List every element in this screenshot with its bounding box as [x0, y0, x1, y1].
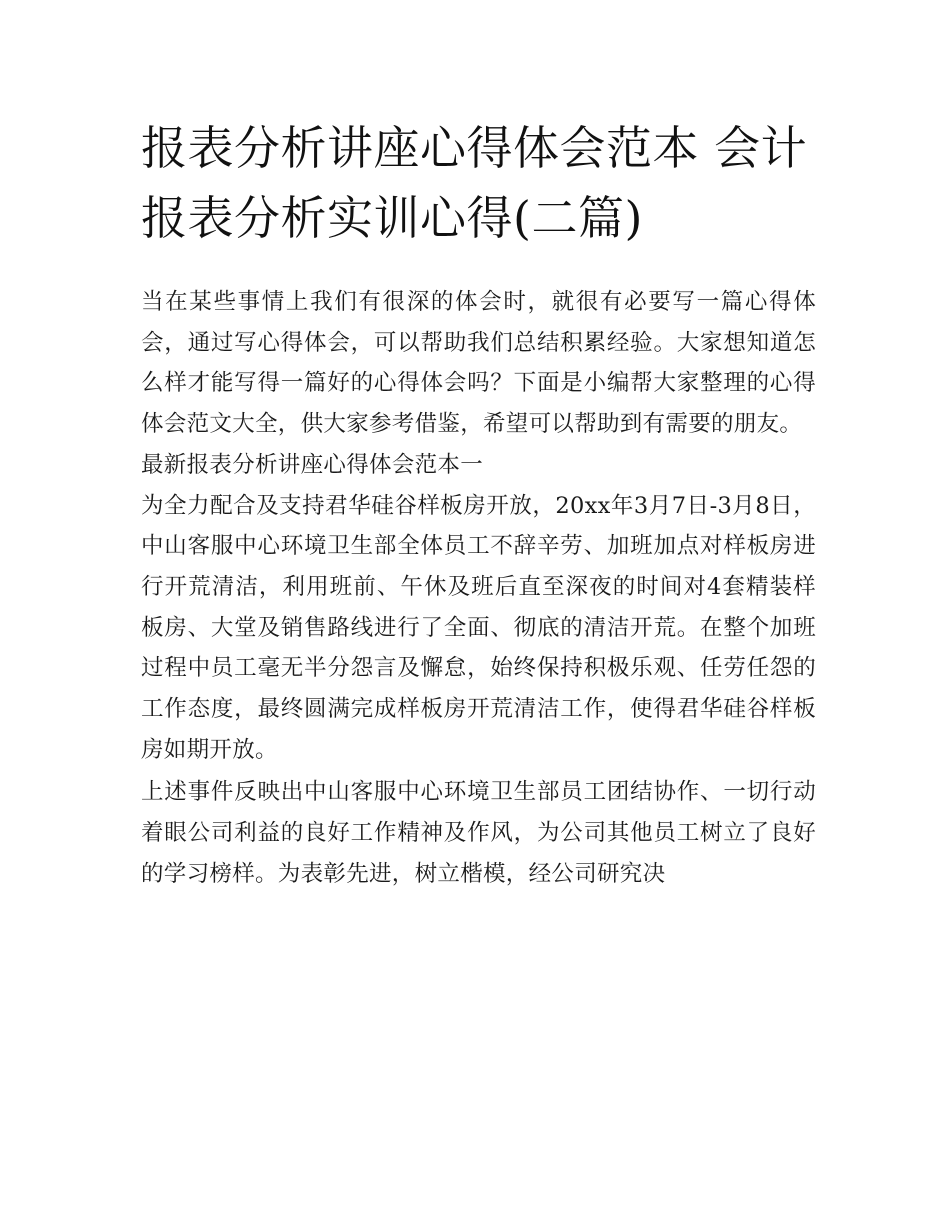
body-paragraph-1: 为全力配合及支持君华硅谷样板房开放，20xx年3月7日-3月8日，中山客服中心环境卫生部全体员工不辞辛劳、加班加点对样板房进行开荒清洁，利用班前、午休及班后直至深夜的时间对4套精装样板房、大堂及销售路线进行了全面、彻底的清洁开荒。在整个加班过程中员工毫无半分怨言及懈怠，始终保持积极乐观、任劳任怨的工作态度，最终圆满完成样板房开荒清洁工作，使得君华硅谷样板房如期开放。 — [141, 492, 816, 763]
section-heading: 最新报表分析讲座心得体会范本一 — [141, 451, 484, 478]
document-title: 报表分析讲座心得体会范本 会计报表分析实训心得(二篇) — [141, 121, 808, 245]
body-paragraph-2: 上述事件反映出中山客服中心环境卫生部员工团结协作、一切行动着眼公司利益的良好工作精神及作风，为公司其他员工树立了良好的学习榜样。为表彰先进，树立楷模，经公司研究决 — [141, 779, 816, 887]
intro-paragraph: 当在某些事情上我们有很深的体会时，就很有必要写一篇心得体会，通过写心得体会，可以帮助我们总结积累经验。大家想知道怎么样才能写得一篇好的心得体会吗？下面是小编帮大家整理的心得体会范文大全，供大家参考借鉴，希望可以帮助到有需要的朋友。 — [141, 289, 816, 438]
document-body — [141, 282, 816, 895]
